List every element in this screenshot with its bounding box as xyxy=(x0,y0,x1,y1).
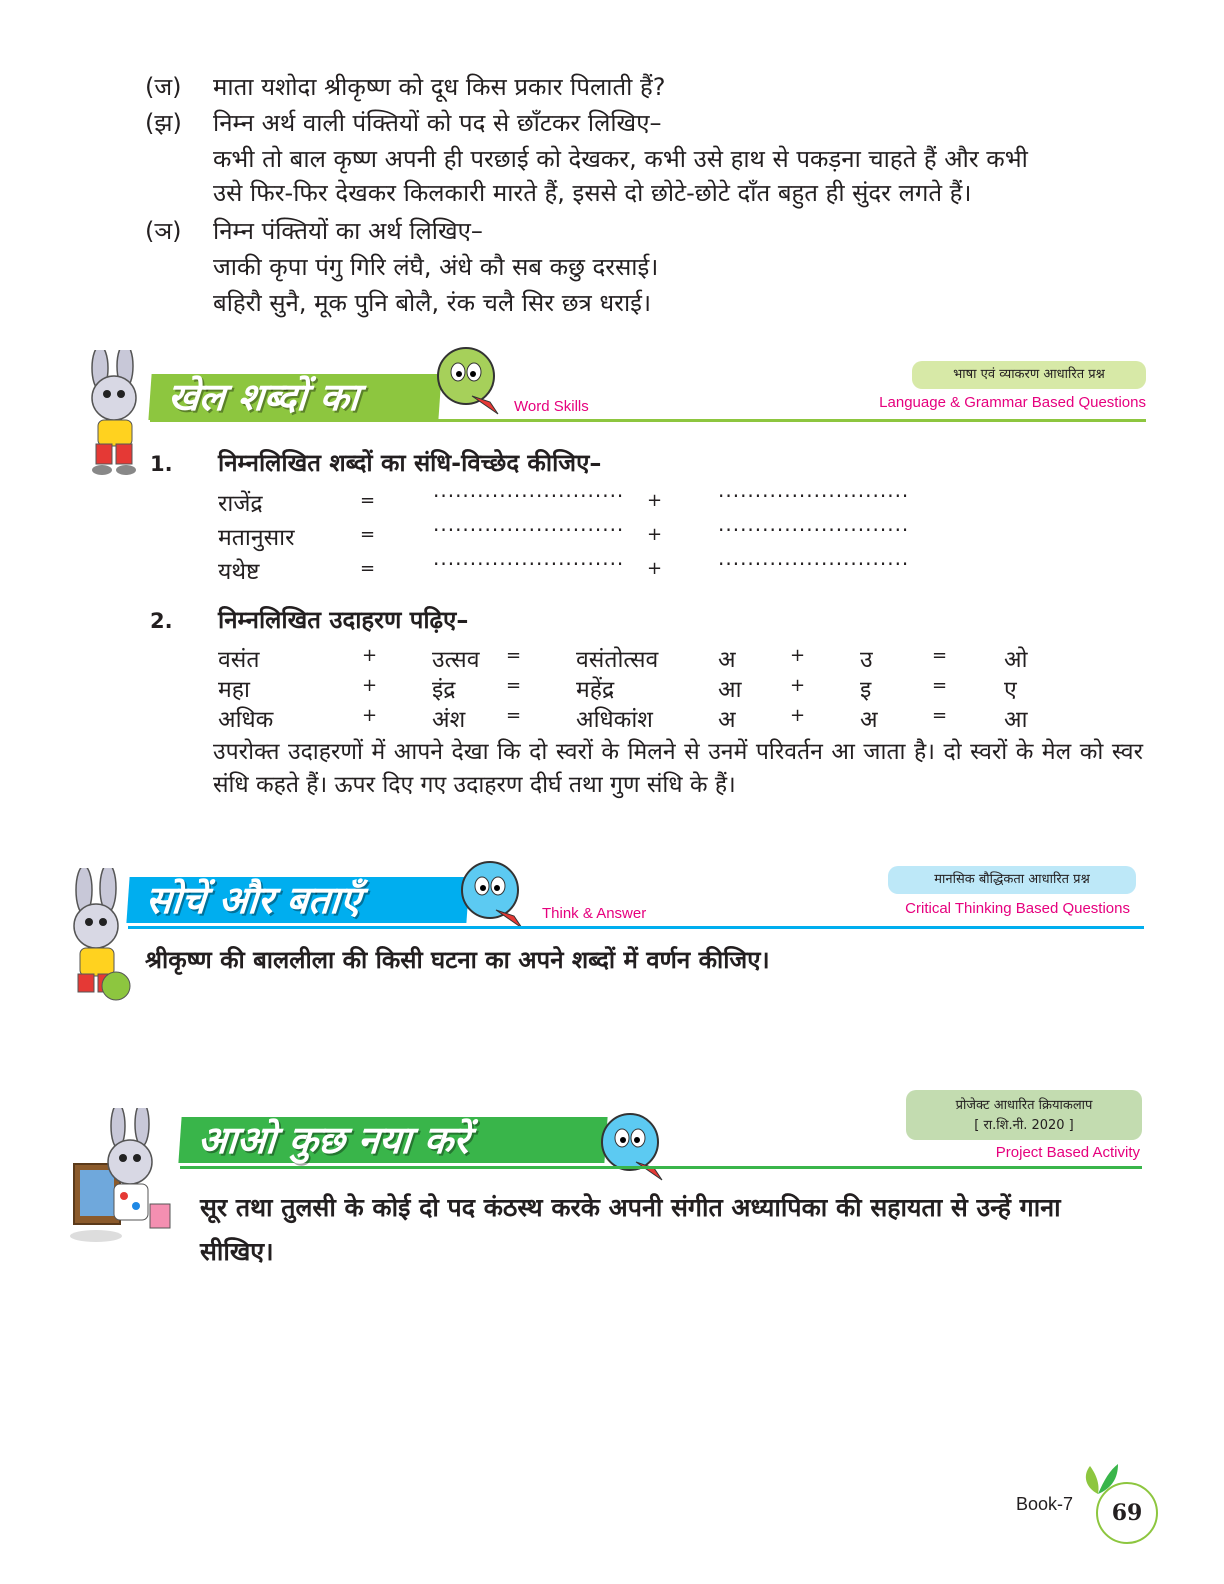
page-number: 69 xyxy=(1111,1500,1143,1526)
question-number: (ञ) xyxy=(145,217,182,245)
question-text: निम्न पंक्तियों का अर्थ लिखिए– xyxy=(213,217,483,245)
project-activity: सूर तथा तुलसी के कोई दो पद कंठस्थ करके अपनी संगीत अध्यापिका की सहायता से उन्हें गाना सीखिए। xyxy=(200,1193,1061,1266)
question-line: जाकी कृपा पंगु गिरि लंघै, अंधे कौ सब कछु दरसाई। xyxy=(213,253,659,281)
plus-sign: + xyxy=(790,645,806,666)
answer-blank[interactable]: .......................... xyxy=(718,512,910,536)
critical-thinking-english-label: Critical Thinking Based Questions xyxy=(905,900,1130,917)
plus-sign: + xyxy=(362,645,378,666)
example-word: महा xyxy=(218,677,250,703)
book-label: Book-7 xyxy=(1016,1494,1074,1514)
equals-sign: = xyxy=(932,675,948,696)
vowel-result: ओ xyxy=(1004,647,1028,673)
think-question: श्रीकृष्ण की बाललीला की किसी घटना का अपने शब्दों में वर्णन कीजिए। xyxy=(145,946,770,974)
word-skills-english-label: Word Skills xyxy=(514,398,589,415)
plus-sign: + xyxy=(647,524,663,545)
answer-blank[interactable]: .......................... xyxy=(433,546,625,570)
sandhi-word: यथेष्ट xyxy=(218,559,260,585)
plus-sign: + xyxy=(790,705,806,726)
vowel: अ xyxy=(860,707,878,733)
language-grammar-english-label: Language & Grammar Based Questions xyxy=(879,394,1146,411)
question-line: कभी तो बाल कृष्ण अपनी ही परछाई को देखकर, कभी उसे हाथ से पकड़ना चाहते हैं और कभी xyxy=(213,145,1028,173)
example-word: वसंत xyxy=(218,647,260,673)
pencil-mascot-icon xyxy=(456,856,528,932)
question-text: निम्न अर्थ वाली पंक्तियों को पद से छाँटकर लिखिए– xyxy=(213,109,662,137)
equals-sign: = xyxy=(360,490,376,511)
equals-sign: = xyxy=(360,558,376,579)
rabbit-mascot-icon xyxy=(58,868,138,1010)
question-text: माता यशोदा श्रीकृष्ण को दूध किस प्रकार पिलाती हैं? xyxy=(213,73,666,101)
example-result: महेंद्र xyxy=(576,677,615,703)
plus-sign: + xyxy=(362,675,378,696)
question-line: बहिरौ सुनै, मूक पुनि बोलै, रंक चलै सिर छत्र धराई। xyxy=(213,289,652,317)
section-divider xyxy=(180,1166,1142,1169)
plus-sign: + xyxy=(647,558,663,579)
equals-sign: = xyxy=(360,524,376,545)
critical-thinking-tag: मानसिक बौद्धिकता आधारित प्रश्न xyxy=(888,866,1136,894)
project-tag-line2: [ रा.शि.नी. 2020 ] xyxy=(974,1118,1074,1133)
answer-blank[interactable]: .......................... xyxy=(433,478,625,502)
project-tag xyxy=(906,1090,1142,1140)
plus-sign: + xyxy=(647,490,663,511)
sandhi-word: राजेंद्र xyxy=(218,491,263,517)
sandhi-word: मतानुसार xyxy=(218,525,295,551)
q1-heading: निम्नलिखित शब्दों का संधि-विच्छेद कीजिए– xyxy=(218,449,602,477)
project-banner: आओ कुछ नया करें xyxy=(178,1117,607,1163)
pencil-mascot-icon xyxy=(596,1108,668,1184)
question-line: उसे फिर-फिर देखकर किलकारी मारते हैं, इससे दो छोटे-छोटे दाँत बहुत ही सुंदर लगते हैं। xyxy=(213,179,972,207)
vowel-result: आ xyxy=(1004,707,1028,733)
equals-sign: = xyxy=(932,705,948,726)
example-result: अधिकांश xyxy=(576,707,653,733)
plus-sign: + xyxy=(362,705,378,726)
vowel: अ xyxy=(718,647,736,673)
example-word: अधिक xyxy=(218,707,274,733)
language-grammar-tag: भाषा एवं व्याकरण आधारित प्रश्न xyxy=(912,361,1146,389)
rabbit-mascot-icon xyxy=(70,350,160,480)
answer-blank[interactable]: .......................... xyxy=(718,478,910,502)
project-tag-line1: प्रोजेक्ट आधारित क्रियाकलाप xyxy=(955,1098,1093,1113)
answer-blank[interactable]: .......................... xyxy=(433,512,625,536)
rabbit-painter-icon xyxy=(66,1108,178,1248)
equals-sign: = xyxy=(932,645,948,666)
page-number-badge xyxy=(1096,1482,1158,1544)
answer-blank[interactable]: .......................... xyxy=(718,546,910,570)
q2-number: 2. xyxy=(150,609,173,633)
vowel: इ xyxy=(860,677,872,703)
example-word: इंद्र xyxy=(432,677,456,703)
example-word: उत्सव xyxy=(432,647,480,673)
vowel-result: ए xyxy=(1004,677,1017,703)
think-answer-banner: सोचें और बताएँ xyxy=(126,877,469,923)
think-answer-english-label: Think & Answer xyxy=(542,905,647,922)
section-divider xyxy=(150,419,1146,422)
equals-sign: = xyxy=(506,645,522,666)
plus-sign: + xyxy=(790,675,806,696)
project-english-label: Project Based Activity xyxy=(995,1144,1140,1161)
word-skills-banner: खेल शब्दों का xyxy=(148,374,441,420)
equals-sign: = xyxy=(506,675,522,696)
example-word: अंश xyxy=(432,707,466,733)
section-divider xyxy=(128,926,1144,929)
pencil-mascot-icon xyxy=(432,342,504,420)
vowel: उ xyxy=(860,647,873,673)
vowel: आ xyxy=(718,677,742,703)
vowel: अ xyxy=(718,707,736,733)
q1-number: 1. xyxy=(150,452,173,476)
example-result: वसंतोत्सव xyxy=(576,647,659,673)
question-number: (ज) xyxy=(145,73,182,101)
sandhi-explanation: उपरोक्त उदाहरणों में आपने देखा कि दो स्वरों के मिलने से उनमें परिवर्तन आ जाता है। दो स्वरों के मेल को स्वर संधि कहते हैं। ऊपर दिए गए उदाहरण दीर्घ तथा गुण संधि के हैं। xyxy=(213,739,1143,798)
equals-sign: = xyxy=(506,705,522,726)
question-number: (झ) xyxy=(145,109,182,137)
q2-heading: निम्नलिखित उदाहरण पढ़िए– xyxy=(218,606,469,634)
